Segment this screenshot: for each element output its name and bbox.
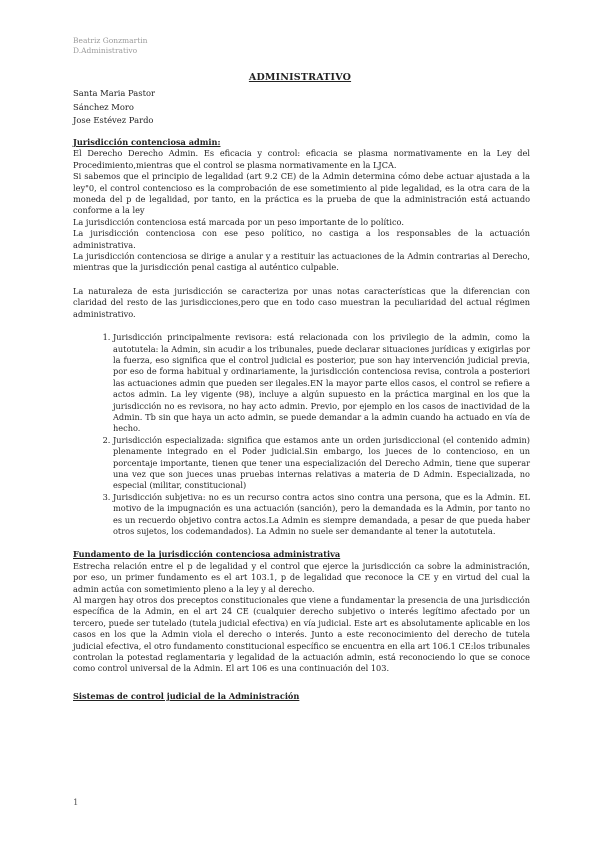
paragraph: El Derecho Derecho Admin. Es eficacia y control: eficacia se plasma normativamente en la Ley del Procedimiento,mientras que el control se plasma normativamente en la LJCA.	[73, 148, 530, 170]
list-item: 3. Jurisdicción subjetiva: no es un recurso contra actos sino contra una persona, que es la Admin. EL motivo de la impugnación es una actuación (sanción), pero la demandada es la Admin, por tanto no es un recuerdo objetivo contra actos.La Admin es siempre demandada, a pesar de que pueda haber otros sujetos, los codemandados). La Admin no suele ser demandante al tener la autotutela.	[113, 492, 530, 538]
paragraph: La jurisdicción contenciosa con ese peso político, no castiga a los responsables de la actuación administrativa.	[73, 228, 530, 250]
page-number: 1	[73, 798, 79, 808]
author-name: Sánchez Moro	[73, 101, 134, 112]
list-item: 2. Jurisdicción especializada: significa que estamos ante un orden jurisdiccional (el contenido admin) plenamente integrado en el Poder judicial.Sin embargo, los jueces de lo contencioso, en un porcentaje importante, tienen que tener una especialización del Derecho Admin, tiene que superar una vez que son jueces unas pruebas internas relativas a materia de D Admin. Especializada, no especial (militar, constitucional)	[113, 435, 530, 492]
list-item: 1. Jurisdicción principalmente revisora: está relacionada con los privilegio de la admin, como la autotutela: la Admin, sin acudir a los tribunales, puede declarar situaciones jurídicas y exigirlas por la fuerza, eso significa que el control judicial es posterior, pue son hay intervención judicial previa, por eso de forma habitual y ordinariamente, la jurisdicción contenciosa revisa, controla a posteriori las actuaciones admin que pueden ser ilegales.EN la mayor parte ellos casos, el control se refiere a actos admin. La ley vigente (98), incluye a algún supuesto en la práctica marginal en los que la jurisdicción no es revisora, no hay acto admin. Previo, por ejemplo en los casos de inactividad de la Admin. Tb sin que haya un acto admin, se puede demandar a la admin cuando ha actuado en vía de hecho.	[113, 332, 530, 435]
document-body	[73, 137, 530, 702]
paragraph: Al margen hay otros dos preceptos constitucionales que viene a fundamentar la presencia de una jurisdicción específica de la Admin, en el art 24 CE (cualquier derecho subjetivo o interés legítimo afectado por un tercero, puede ser tutelado (tutela judicial efectiva) en vía judicial. Este art es absolutamente aplicable en los casos en los que la Admin viola el derecho o interés. Junto a este reconocimiento del derecho de tutela judicial efectiva, el otro fundamento constitucional específico se encuentra en ella art 106.1 CE:los tribunales controlan la potestad reglamentaria y legalidad de la actuación admin, está reconociendo lo que se conoce como control universal de la Admin. El art 106 es una continuación del 103.	[73, 595, 530, 674]
author-name: Jose Estévez Pardo	[73, 115, 154, 125]
document-title: ADMINISTRATIVO	[248, 72, 352, 83]
paragraph: Estrecha relación entre el p de legalidad y el control que ejerce la jurisdicción ca sobre la administración, por eso, un primer fundamento es el art 103.1, p de legalidad que reconoce la CE y en virtud del cual la admin actúa con sometimiento pleno a la ley y al derecho.	[73, 560, 530, 594]
page-header	[73, 36, 147, 56]
section-heading-jurisdiccion: Jurisdicción contenciosa admin:	[73, 137, 221, 147]
section-heading-fundamento: Fundamento de la jurisdicción contenciosa administrativa	[73, 549, 341, 560]
paragraph: La jurisdicción contenciosa se dirige a anular y a restituir las actuaciones de la Admin contrarias al Derecho, mientras que la jurisdicción penal castiga al auténtico culpable.	[73, 251, 530, 273]
section-heading-sistemas: Sistemas de control judicial de la Administración	[73, 690, 300, 701]
author-name: Santa Maria Pastor	[73, 88, 156, 98]
header-author: Beatriz Gonzmartin	[73, 36, 148, 45]
paragraph-intro: La naturaleza de esta jurisdicción se caracteriza por unas notas características que la diferencian con claridad del resto de las jurisdicciones,pero que en todo caso muestran la peculiaridad del actual régimen administrativo.	[73, 285, 530, 319]
paragraph: Si sabemos que el principio de legalidad (art 9.2 CE) de la Admin determina cómo debe actuar ajustada a la ley"0, el control contencioso es la comprobación de ese sometimiento al pide legalidad, es la otra cara de la moneda del p de legalidad, por tanto, en la práctica es la prueba de que la administración está actuando conforme a la ley	[73, 171, 530, 216]
paragraph: La jurisdicción contenciosa está marcada por un peso importante de lo político.	[73, 216, 404, 227]
numbered-list	[73, 332, 530, 537]
header-subject: D.Administrativo	[73, 46, 138, 55]
author-list	[73, 87, 155, 128]
